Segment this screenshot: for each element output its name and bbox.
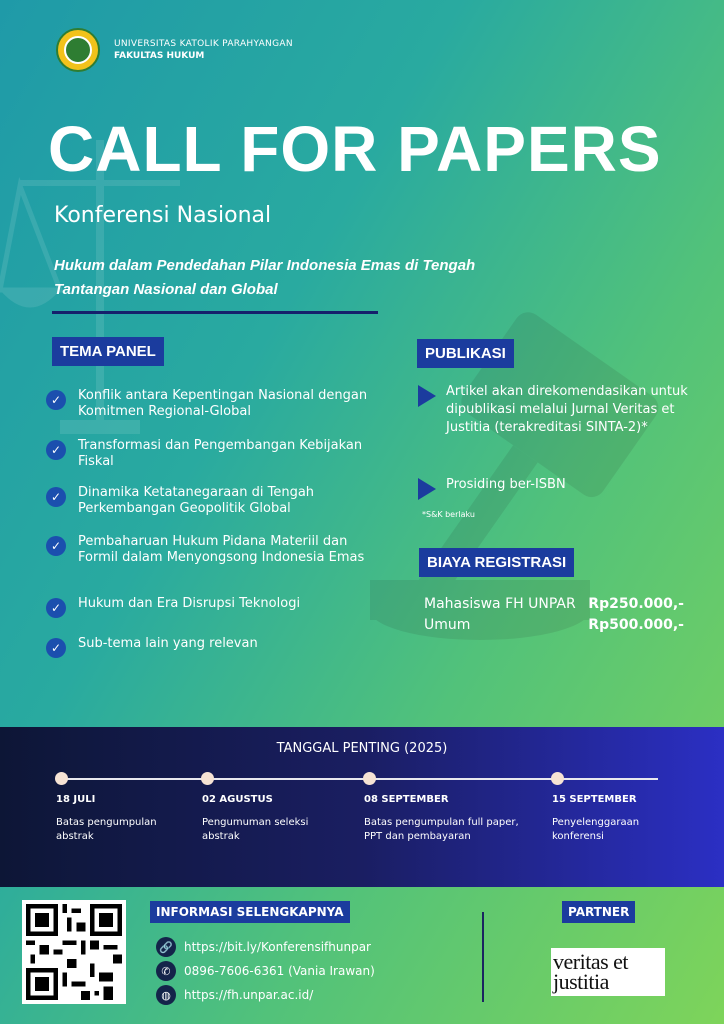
list-item: ✓ Konflik antara Kepentingan Nasional dengan Komitmen Regional-Global — [46, 388, 376, 420]
qr-code[interactable] — [22, 900, 126, 1004]
globe-icon: ◍ — [156, 985, 176, 1005]
timeline-event: 08 SEPTEMBER Batas pengumpulan full paper, PPT dan pembayaran — [364, 794, 519, 842]
tema-panel-label: TEMA PANEL — [52, 337, 164, 366]
timeline-event: 15 SEPTEMBER Penyelenggaraan konferensi — [552, 794, 640, 842]
list-item: Prosiding ber-ISBN — [418, 476, 566, 500]
university-name: UNIVERSITAS KATOLIK PARAHYANGAN — [114, 39, 293, 49]
contact-phone[interactable]: ✆ 0896-7606-6361 (Vania Irawan) — [156, 961, 375, 981]
biaya-label: BIAYA REGISTRASI — [419, 548, 574, 577]
list-item: Artikel akan direkomendasikan untuk dipublikasi melalui Jurnal Veritas et Justitia (terakreditasi SINTA-2)* — [418, 383, 688, 437]
check-icon: ✓ — [46, 598, 66, 618]
publikasi-label: PUBLIKASI — [417, 339, 514, 368]
important-dates-band — [0, 727, 724, 887]
contact-link[interactable]: 🔗 https://bit.ly/Konferensifhunpar — [156, 937, 371, 957]
divider-rule — [52, 311, 378, 314]
fee-row: Umum Rp500.000,- — [424, 617, 684, 633]
partner-logo: veritas et justitia — [551, 948, 665, 996]
check-icon: ✓ — [46, 536, 66, 556]
list-item: ✓ Dinamika Ketatanegaraan di Tengah Perkembangan Geopolitik Global — [46, 485, 376, 517]
phone-icon: ✆ — [156, 961, 176, 981]
conference-subtitle: Konferensi Nasional — [54, 203, 272, 228]
university-seal — [56, 28, 100, 72]
link-icon: 🔗 — [156, 937, 176, 957]
faculty-name: FAKULTAS HUKUM — [114, 51, 205, 61]
terms-note: *S&K berlaku — [422, 510, 475, 519]
check-icon: ✓ — [46, 638, 66, 658]
footer-divider — [482, 912, 484, 1002]
list-item: ✓ Transformasi dan Pengembangan Kebijakan Fiskal — [46, 438, 376, 470]
list-item: ✓ Pembaharuan Hukum Pidana Materiil dan Formil dalam Menyongsong Indonesia Emas — [46, 534, 376, 566]
partner-label: PARTNER — [562, 901, 635, 923]
check-icon: ✓ — [46, 487, 66, 507]
timeline-event: 02 AGUSTUS Pengumuman seleksi abstrak — [202, 794, 309, 842]
check-icon: ✓ — [46, 390, 66, 410]
check-icon: ✓ — [46, 440, 66, 460]
list-item: ✓ Sub-tema lain yang relevan — [46, 636, 258, 658]
list-item: ✓ Hukum dan Era Disrupsi Teknologi — [46, 596, 300, 618]
contact-website[interactable]: ◍ https://fh.unpar.ac.id/ — [156, 985, 313, 1005]
info-label: INFORMASI SELENGKAPNYA — [150, 901, 350, 923]
triangle-bullet-icon — [418, 385, 436, 407]
timeline-event: 18 JULI Batas pengumpulan abstrak — [56, 794, 157, 842]
timeline-dot — [55, 772, 68, 785]
triangle-bullet-icon — [418, 478, 436, 500]
timeline-dot — [551, 772, 564, 785]
timeline-line — [60, 778, 658, 780]
page-title: CALL FOR PAPERS — [48, 113, 662, 185]
timeline-dot — [363, 772, 376, 785]
timeline-dot — [201, 772, 214, 785]
conference-theme: Hukum dalam Pendedahan Pilar Indonesia Emas di Tengah Tantangan Nasional dan Global — [54, 257, 476, 298]
fee-row: Mahasiswa FH UNPAR Rp250.000,- — [424, 596, 684, 612]
dates-title: TANGGAL PENTING (2025) — [276, 741, 448, 756]
header — [56, 28, 293, 72]
